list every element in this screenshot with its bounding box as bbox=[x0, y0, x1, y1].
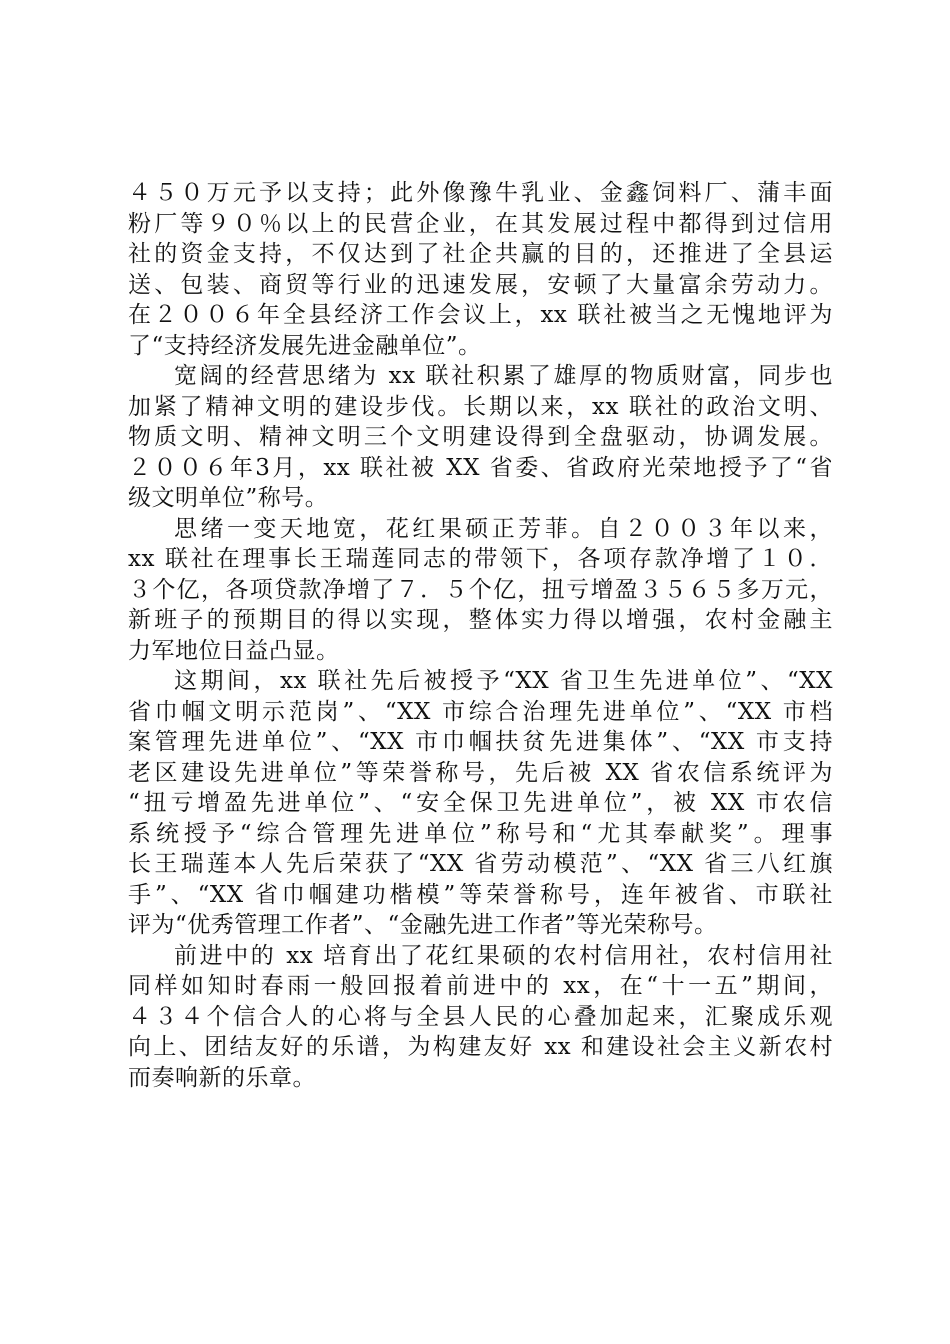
document-body bbox=[128, 178, 833, 1093]
text-line: 系统授予“综合管理先进单位”称号和“尤其奉献奖”。理事 bbox=[128, 820, 833, 847]
text-line: 案管理先进单位”、“XX 市巾帼扶贫先进集体”、“XX 市支持 bbox=[128, 729, 833, 755]
text-line: 长王瑞莲本人先后荣获了“XX 省劳动模范”、“XX 省三八红旗 bbox=[128, 851, 833, 877]
paragraph bbox=[128, 178, 833, 361]
paragraph bbox=[128, 666, 833, 941]
text-line: 同样如知时春雨一般回报着前进中的 xx，在“十一五”期间， bbox=[128, 973, 833, 999]
text-line: 宽阔的经营思绪为 xx 联社积累了雄厚的物质财富，同步也 bbox=[174, 363, 833, 389]
text-line: 评为“优秀管理工作者”、“金融先进工作者”等光荣称号。 bbox=[128, 912, 718, 938]
text-line: 了“支持经济发展先进金融单位”。 bbox=[128, 332, 482, 359]
text-line: 手”、“XX 省巾帼建功楷模”等荣誉称号，连年被省、市联社 bbox=[128, 881, 833, 908]
text-line: 前进中的 xx 培育出了花红果硕的农村信用社，农村信用社 bbox=[174, 942, 833, 969]
text-line: ４５０万元予以支持；此外像豫牛乳业、金鑫饲料厂、蒲丰面 bbox=[128, 180, 833, 206]
text-line: 思绪一变天地宽，花红果硕正芳菲。自２００３年以来， bbox=[174, 515, 833, 542]
text-line: “扭亏增盈先进单位”、“安全保卫先进单位”，被 XX 市农信 bbox=[128, 790, 833, 816]
text-line: 加紧了精神文明的建设步伐。长期以来，xx 联社的政治文明、 bbox=[128, 393, 833, 420]
text-line: 粉厂等９０％以上的民营企业，在其发展过程中都得到过信用 bbox=[128, 210, 833, 237]
text-line: ４３４个信合人的心将与全县人民的心叠加起来，汇聚成乐观 bbox=[128, 1003, 833, 1030]
text-line: xx 联社在理事长王瑞莲同志的带领下，各项存款净增了１０． bbox=[128, 546, 833, 572]
text-line: 向上、团结友好的乐谱，为构建友好 xx 和建设社会主义新农村 bbox=[128, 1034, 833, 1060]
text-line: 在２００６年全县经济工作会议上，xx 联社被当之无愧地评为 bbox=[128, 302, 833, 328]
text-line: ２００６年3月，xx 联社被 XX 省委、省政府光荣地授予了“省 bbox=[128, 454, 833, 481]
paragraph bbox=[128, 514, 833, 667]
text-line: 这期间，xx 联社先后被授予“XX 省卫生先进单位”、“XX bbox=[174, 668, 833, 694]
text-line: 新班子的预期目的得以实现，整体实力得以增强，农村金融主 bbox=[128, 607, 833, 633]
paragraph bbox=[128, 361, 833, 514]
text-line: 力军地位日益凸显。 bbox=[128, 637, 340, 664]
text-line: 社的资金支持，不仅达到了社企共赢的目的，还推进了全县运 bbox=[128, 241, 833, 267]
text-line: 物质文明、精神文明三个文明建设得到全盘驱动，协调发展。 bbox=[128, 424, 833, 450]
paragraph bbox=[128, 941, 833, 1094]
text-line: 省巾帼文明示范岗”、“XX 市综合治理先进单位”、“XX 市档 bbox=[128, 698, 833, 725]
text-line: 老区建设先进单位”等荣誉称号，先后被 XX 省农信系统评为 bbox=[128, 759, 833, 786]
text-line: 送、包装、商贸等行业的迅速发展，安顿了大量富余劳动力。 bbox=[128, 271, 833, 298]
text-line: 而奏响新的乐章。 bbox=[128, 1064, 316, 1091]
text-line: 级文明单位”称号。 bbox=[128, 485, 329, 511]
text-line: ３个亿，各项贷款净增了７．５个亿，扭亏增盈３５６５多万元， bbox=[128, 576, 833, 603]
